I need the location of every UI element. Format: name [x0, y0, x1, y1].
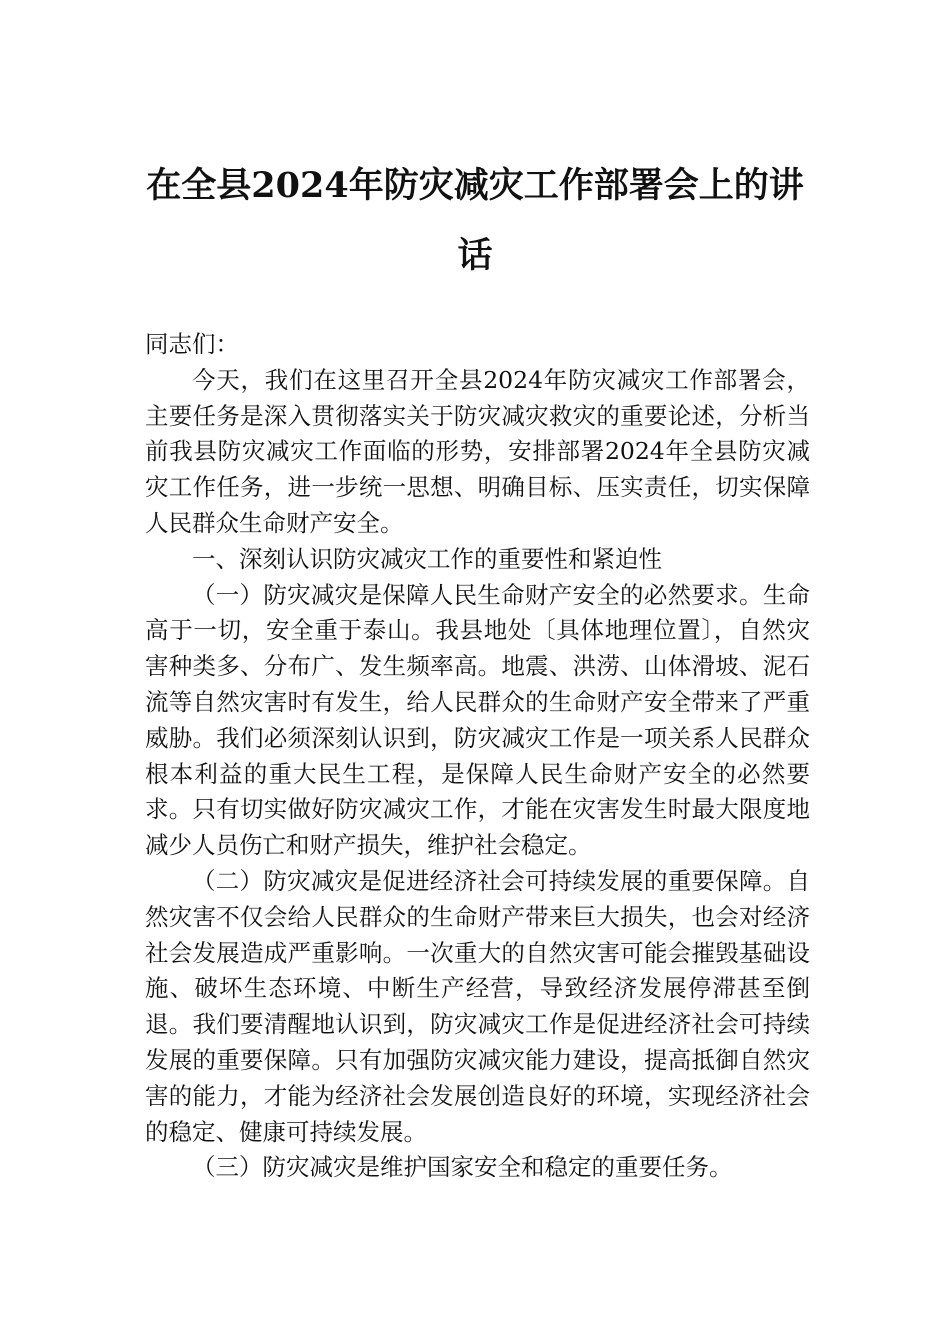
body-paragraph: （三）防灾减灾是维护国家安全和稳定的重要任务。 — [192, 1153, 733, 1182]
body-paragraph: （二）防灾减灾是促进经济社会可持续发展的重要保障。自然灾害不仅会给人民群众的生命财产带来巨大损失，也会对经济社会发展造成严重影响。一次重大的自然灾害可能会摧毁基础设施、破坏生态环境、中断生产经营，导致经济发展停滞甚至倒退。我们要清醒地认识到，防灾减灾工作是促进经济社会可持续发展的重要保障。只有加强防灾减灾能力建设，提高抵御自然灾害的能力，才能为经济社会发展创造良好的环境，实现经济社会的稳定、健康可持续发展。 — [145, 866, 810, 1146]
document-body — [145, 327, 810, 1186]
document-title: 在全县2024年防灾减灾工作部署会上的讲 — [146, 165, 804, 206]
salutation: 同志们： — [145, 330, 239, 358]
body-paragraph: （一）防灾减灾是保障人民生命财产安全的必然要求。生命高于一切，安全重于泰山。我县地处〔具体地理位置〕，自然灾害种类多、分布广、发生频率高。地震、洪涝、山体滑坡、泥石流等自然灾害时有发生，给人民群众的生命财产安全带来了严重威胁。我们必须深刻认识到，防灾减灾工作是一项关系人民群众根本利益的重大民生工程，是保障人民生命财产安全的必然要求。只有切实做好防灾减灾工作，才能在灾害发生时最大限度地减少人员伤亡和财产损失，维护社会稳定。 — [145, 580, 810, 860]
section-heading: 一、深刻认识防灾减灾工作的重要性和紧迫性 — [192, 544, 662, 573]
intro-paragraph: 今天，我们在这里召开全县2024年防灾减灾工作部署会，主要任务是深入贯彻落实关于防灾减灾救灾的重要论述，分析当前我县防灾减灾工作面临的形势，安排部署2024年全县防灾减灾工作任务，进一步统一思想、明确目标、压实责任，切实保障人民群众生命财产安全。 — [145, 365, 810, 537]
document-title-continuation: 话 — [457, 235, 493, 276]
